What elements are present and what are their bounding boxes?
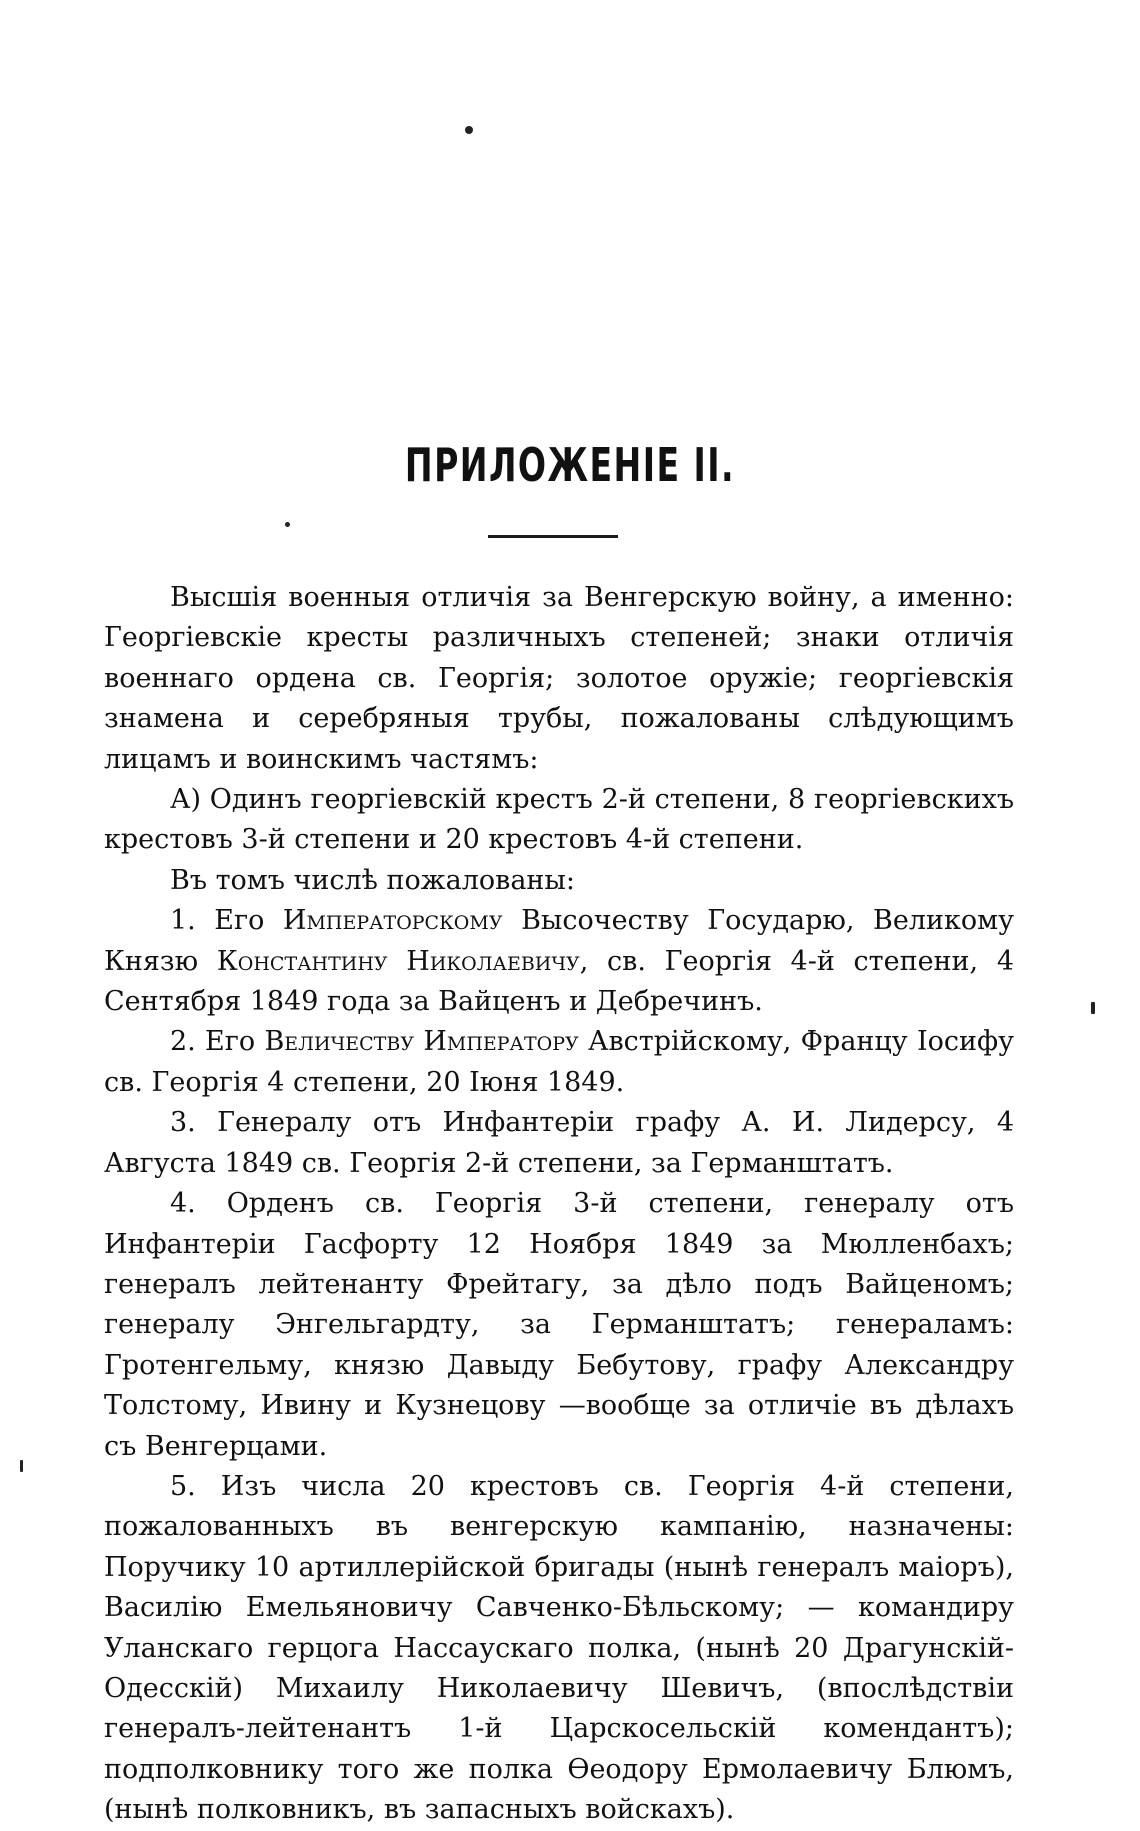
- item-1-text-a: 1. Его: [170, 905, 283, 937]
- item-1-text-c: , св. Георгія 4-й степени, 4 Сентября 1849 года за Вайценъ и Дебречинъ.: [104, 945, 1014, 1018]
- item-4: 4. Орденъ св. Георгія 3-й степени, генералу отъ Инфантеріи Гасфорту 12 Ноября 1849 за Мюлленбахъ; генералъ лейтенанту Фрейтагу, за дѣло подъ Вайценомъ; генералу Энгельгардту, за Германштатъ; генераламъ: Гротенгельму, князю Давыду Бебутову, графу Александру Толстому, Ивину и Кузнецову —вообще за отличіе въ дѣлахъ съ Венгерцами.: [104, 1188, 1014, 1462]
- document-body: [104, 578, 1014, 1831]
- print-speck: [1091, 1002, 1095, 1014]
- item-2-smallcaps: Величеству Императору: [264, 1026, 579, 1058]
- print-speck: [465, 126, 473, 134]
- item-2: [104, 1022, 1014, 1103]
- print-speck: [285, 522, 290, 527]
- page-title: ПРИЛОЖЕНІЕ II.: [404, 438, 736, 492]
- item-3: 3. Генералу отъ Инфантеріи графу А. И. Лидерсу, 4 Августа 1849 св. Георгія 2-й степени, за Германштатъ.: [104, 1107, 1014, 1179]
- item-5: 5. Изъ числа 20 крестовъ св. Георгія 4-й степени, пожалованныхъ въ венгерскую кампанію, назначены: Поручику 10 артиллерійской бригады (нынѣ генералъ маіоръ), Василію Емельяновичу Савченко-Бѣльскому; — командиру Уланскаго герцога Нассаускаго полка, (нынѣ 20 Драгунскій-Одесскій) Михаилу Николаевичу Шевичъ, (впослѣдствіи генералъ-лейтенантъ 1-й Царскосельскій комендантъ); подполковнику того же полка Ѳеодору Ермолаевичу Блюмъ, (нынѣ полковникъ, въ запасныхъ войскахъ).: [104, 1470, 1014, 1826]
- item-2-text-b: Австрійскому, Францу Іосифу св. Георгія 4 степени, 20 Іюня 1849.: [104, 1026, 1015, 1098]
- title-divider: [488, 535, 618, 538]
- intro-paragraph: Высшія военныя отличія за Венгерскую войну, а именно: Георгіевскіе кресты различныхъ степеней; знаки отличія военнаго ордена св. Георгія; золотое оружіе; георгіевскія знамена и серебряныя трубы, пожалованы слѣдующимъ лицамъ и воинскимъ частямъ:: [104, 582, 1014, 775]
- item-1-smallcaps-a: Императорскому: [282, 905, 503, 937]
- item-1-smallcaps-b: Константину Николаевичу: [216, 945, 580, 977]
- among-them-line: Въ томъ числѣ пожалованы:: [170, 864, 576, 896]
- section-a-paragraph: А) Одинъ георгіевскій крестъ 2-й степени, 8 георгіевскихъ крестовъ 3-й степени и 20 крестовъ 4-й степени.: [104, 784, 1014, 856]
- item-1-text-b: Высочеству Государю, Великому Князю: [104, 905, 1014, 977]
- item-2-text-a: 2. Его: [170, 1026, 265, 1058]
- print-speck: [20, 1460, 23, 1472]
- item-1: [104, 901, 1014, 1022]
